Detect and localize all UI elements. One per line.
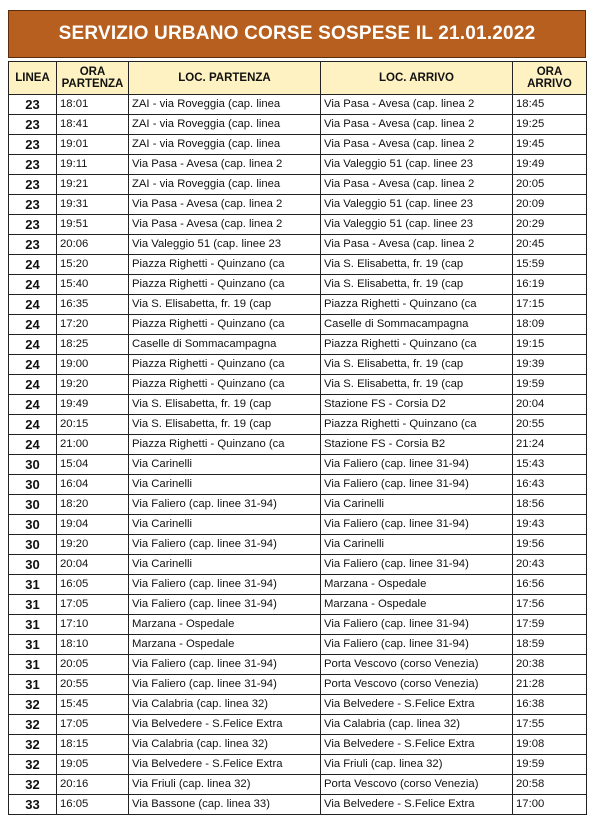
cell-ora-partenza: 20:04: [57, 555, 129, 575]
cell-linea: 32: [9, 755, 57, 775]
header-ora-partenza-line1: ORA: [79, 66, 106, 78]
cell-ora-arrivo: 18:45: [513, 95, 587, 115]
header-linea: LINEA: [9, 62, 57, 95]
table-row: [9, 275, 587, 295]
table-row: [9, 135, 587, 155]
cell-linea: 32: [9, 695, 57, 715]
cell-loc-arrivo: Via Faliero (cap. linee 31-94): [321, 455, 513, 475]
cell-ora-partenza: 17:20: [57, 315, 129, 335]
cell-linea: 23: [9, 235, 57, 255]
table-row: [9, 695, 587, 715]
cell-loc-arrivo: Via Pasa - Avesa (cap. linea 2: [321, 95, 513, 115]
table-row: [9, 335, 587, 355]
cell-loc-partenza: Via Bassone (cap. linea 33): [129, 795, 321, 815]
cell-loc-partenza: Via Faliero (cap. linee 31-94): [129, 595, 321, 615]
cell-ora-arrivo: 19:59: [513, 375, 587, 395]
page-title: SERVIZIO URBANO CORSE SOSPESE IL 21.01.2022: [8, 10, 586, 58]
header-ora-arrivo-line1: ORA: [536, 66, 563, 78]
cell-loc-partenza: ZAI - via Roveggia (cap. linea: [129, 115, 321, 135]
cell-linea: 31: [9, 675, 57, 695]
cell-loc-partenza: Via Carinelli: [129, 475, 321, 495]
table-row: [9, 115, 587, 135]
cell-ora-arrivo: 21:28: [513, 675, 587, 695]
cell-ora-arrivo: 16:43: [513, 475, 587, 495]
cell-ora-partenza: 19:31: [57, 195, 129, 215]
cell-loc-partenza: Via Friuli (cap. linea 32): [129, 775, 321, 795]
cell-linea: 30: [9, 515, 57, 535]
cell-ora-arrivo: 19:08: [513, 735, 587, 755]
cell-ora-partenza: 16:35: [57, 295, 129, 315]
table-row: [9, 235, 587, 255]
cell-linea: 31: [9, 635, 57, 655]
cell-loc-arrivo: Marzana - Ospedale: [321, 595, 513, 615]
cell-ora-arrivo: 16:19: [513, 275, 587, 295]
cell-ora-partenza: 19:00: [57, 355, 129, 375]
table-row: [9, 535, 587, 555]
header-loc-arrivo: LOC. ARRIVO: [321, 62, 513, 95]
schedule-document: [8, 10, 586, 815]
table-row: [9, 215, 587, 235]
cell-ora-arrivo: 17:56: [513, 595, 587, 615]
table-row: [9, 615, 587, 635]
cell-loc-arrivo: Via Faliero (cap. linee 31-94): [321, 475, 513, 495]
cell-loc-partenza: Via Faliero (cap. linee 31-94): [129, 655, 321, 675]
cell-linea: 30: [9, 475, 57, 495]
cell-ora-partenza: 16:05: [57, 795, 129, 815]
cell-loc-arrivo: Caselle di Sommacampagna: [321, 315, 513, 335]
cell-ora-partenza: 18:41: [57, 115, 129, 135]
cell-ora-partenza: 18:25: [57, 335, 129, 355]
cell-loc-arrivo: Via Faliero (cap. linee 31-94): [321, 515, 513, 535]
cell-ora-arrivo: 19:25: [513, 115, 587, 135]
cell-linea: 23: [9, 195, 57, 215]
cell-ora-arrivo: 15:59: [513, 255, 587, 275]
cell-loc-partenza: Via Belvedere - S.Felice Extra: [129, 715, 321, 735]
cell-ora-partenza: 16:05: [57, 575, 129, 595]
table-row: [9, 595, 587, 615]
cell-loc-partenza: Via S. Elisabetta, fr. 19 (cap: [129, 415, 321, 435]
cell-loc-arrivo: Via Carinelli: [321, 495, 513, 515]
cell-loc-arrivo: Piazza Righetti - Quinzano (ca: [321, 335, 513, 355]
table-row: [9, 635, 587, 655]
cell-ora-partenza: 19:21: [57, 175, 129, 195]
cell-linea: 24: [9, 415, 57, 435]
cell-ora-partenza: 20:06: [57, 235, 129, 255]
table-row: [9, 735, 587, 755]
cell-linea: 31: [9, 575, 57, 595]
table-row: [9, 755, 587, 775]
cell-ora-arrivo: 21:24: [513, 435, 587, 455]
cell-ora-partenza: 19:20: [57, 375, 129, 395]
cell-ora-partenza: 18:01: [57, 95, 129, 115]
cell-loc-arrivo: Porta Vescovo (corso Venezia): [321, 775, 513, 795]
cell-linea: 23: [9, 155, 57, 175]
table-row: [9, 655, 587, 675]
cell-loc-partenza: ZAI - via Roveggia (cap. linea: [129, 95, 321, 115]
cell-ora-arrivo: 16:38: [513, 695, 587, 715]
table-row: [9, 315, 587, 335]
cell-ora-partenza: 21:00: [57, 435, 129, 455]
table-row: [9, 775, 587, 795]
cell-loc-partenza: Via Carinelli: [129, 555, 321, 575]
cell-linea: 24: [9, 335, 57, 355]
cell-ora-arrivo: 19:59: [513, 755, 587, 775]
table-row: [9, 295, 587, 315]
table-row: [9, 455, 587, 475]
cell-loc-partenza: Via Valeggio 51 (cap. linee 23: [129, 235, 321, 255]
cell-ora-partenza: 20:55: [57, 675, 129, 695]
cell-loc-partenza: Via Carinelli: [129, 515, 321, 535]
cell-loc-partenza: Via Belvedere - S.Felice Extra: [129, 755, 321, 775]
cell-ora-arrivo: 19:49: [513, 155, 587, 175]
cell-loc-partenza: Marzana - Ospedale: [129, 615, 321, 635]
cell-ora-arrivo: 20:09: [513, 195, 587, 215]
cell-loc-partenza: Piazza Righetti - Quinzano (ca: [129, 435, 321, 455]
cell-ora-arrivo: 17:55: [513, 715, 587, 735]
cell-linea: 31: [9, 655, 57, 675]
cell-loc-partenza: Caselle di Sommacampagna: [129, 335, 321, 355]
cell-linea: 24: [9, 315, 57, 335]
cell-ora-arrivo: 17:59: [513, 615, 587, 635]
cell-linea: 32: [9, 715, 57, 735]
cell-ora-partenza: 17:05: [57, 595, 129, 615]
table-row: [9, 515, 587, 535]
table-row: [9, 415, 587, 435]
table-row: [9, 375, 587, 395]
cell-linea: 31: [9, 595, 57, 615]
cell-loc-arrivo: Via Pasa - Avesa (cap. linea 2: [321, 175, 513, 195]
cell-loc-arrivo: Via Faliero (cap. linee 31-94): [321, 555, 513, 575]
table-row: [9, 395, 587, 415]
table-row: [9, 95, 587, 115]
cell-loc-arrivo: Via S. Elisabetta, fr. 19 (cap: [321, 355, 513, 375]
cell-loc-arrivo: Via Friuli (cap. linea 32): [321, 755, 513, 775]
cell-loc-arrivo: Via Belvedere - S.Felice Extra: [321, 735, 513, 755]
cell-linea: 23: [9, 215, 57, 235]
cell-ora-partenza: 20:05: [57, 655, 129, 675]
cell-loc-arrivo: Via Valeggio 51 (cap. linee 23: [321, 215, 513, 235]
cell-ora-arrivo: 20:04: [513, 395, 587, 415]
cell-ora-arrivo: 20:45: [513, 235, 587, 255]
cell-ora-arrivo: 20:29: [513, 215, 587, 235]
cell-loc-partenza: Piazza Righetti - Quinzano (ca: [129, 355, 321, 375]
cell-linea: 33: [9, 795, 57, 815]
cell-linea: 30: [9, 535, 57, 555]
cell-loc-arrivo: Via Belvedere - S.Felice Extra: [321, 695, 513, 715]
cell-ora-partenza: 18:20: [57, 495, 129, 515]
cell-linea: 23: [9, 135, 57, 155]
cell-loc-partenza: Via Calabria (cap. linea 32): [129, 735, 321, 755]
cell-ora-arrivo: 19:15: [513, 335, 587, 355]
cell-loc-partenza: ZAI - via Roveggia (cap. linea: [129, 175, 321, 195]
cell-ora-arrivo: 17:15: [513, 295, 587, 315]
cell-ora-partenza: 15:20: [57, 255, 129, 275]
cell-ora-arrivo: 18:09: [513, 315, 587, 335]
cell-linea: 24: [9, 435, 57, 455]
cell-loc-arrivo: Porta Vescovo (corso Venezia): [321, 655, 513, 675]
cell-ora-arrivo: 20:55: [513, 415, 587, 435]
cell-loc-partenza: Via S. Elisabetta, fr. 19 (cap: [129, 395, 321, 415]
cell-ora-partenza: 17:05: [57, 715, 129, 735]
cell-linea: 24: [9, 395, 57, 415]
cell-loc-arrivo: Via Faliero (cap. linee 31-94): [321, 635, 513, 655]
cell-linea: 30: [9, 495, 57, 515]
table-row: [9, 675, 587, 695]
table-row: [9, 435, 587, 455]
table-row: [9, 495, 587, 515]
cell-loc-arrivo: Porta Vescovo (corso Venezia): [321, 675, 513, 695]
cell-loc-partenza: Via Calabria (cap. linea 32): [129, 695, 321, 715]
cell-loc-partenza: Via Pasa - Avesa (cap. linea 2: [129, 155, 321, 175]
suspended-runs-table: [8, 61, 587, 815]
table-row: [9, 175, 587, 195]
header-ora-arrivo: [513, 62, 587, 95]
cell-loc-arrivo: Via Valeggio 51 (cap. linee 23: [321, 195, 513, 215]
cell-loc-arrivo: Via Pasa - Avesa (cap. linea 2: [321, 235, 513, 255]
cell-ora-partenza: 18:10: [57, 635, 129, 655]
cell-loc-arrivo: Stazione FS - Corsia D2: [321, 395, 513, 415]
cell-ora-partenza: 17:10: [57, 615, 129, 635]
cell-ora-arrivo: 18:59: [513, 635, 587, 655]
cell-loc-arrivo: Via S. Elisabetta, fr. 19 (cap: [321, 275, 513, 295]
cell-linea: 23: [9, 95, 57, 115]
cell-ora-arrivo: 16:56: [513, 575, 587, 595]
cell-loc-partenza: Via S. Elisabetta, fr. 19 (cap: [129, 295, 321, 315]
cell-linea: 24: [9, 355, 57, 375]
table-row: [9, 575, 587, 595]
cell-loc-partenza: ZAI - via Roveggia (cap. linea: [129, 135, 321, 155]
cell-linea: 24: [9, 255, 57, 275]
cell-loc-partenza: Piazza Righetti - Quinzano (ca: [129, 315, 321, 335]
cell-linea: 23: [9, 175, 57, 195]
cell-loc-arrivo: Stazione FS - Corsia B2: [321, 435, 513, 455]
cell-ora-arrivo: 17:00: [513, 795, 587, 815]
cell-ora-partenza: 18:15: [57, 735, 129, 755]
cell-loc-partenza: Via Pasa - Avesa (cap. linea 2: [129, 195, 321, 215]
header-ora-arrivo-line2: ARRIVO: [527, 78, 572, 90]
cell-linea: 30: [9, 455, 57, 475]
cell-loc-partenza: Via Faliero (cap. linee 31-94): [129, 495, 321, 515]
table-row: [9, 475, 587, 495]
cell-loc-arrivo: Via Pasa - Avesa (cap. linea 2: [321, 135, 513, 155]
cell-linea: 24: [9, 375, 57, 395]
cell-loc-arrivo: Marzana - Ospedale: [321, 575, 513, 595]
cell-ora-partenza: 19:11: [57, 155, 129, 175]
cell-loc-arrivo: Via Carinelli: [321, 535, 513, 555]
cell-ora-arrivo: 20:38: [513, 655, 587, 675]
cell-ora-arrivo: 15:43: [513, 455, 587, 475]
table-row: [9, 255, 587, 275]
cell-linea: 30: [9, 555, 57, 575]
cell-ora-arrivo: 20:43: [513, 555, 587, 575]
table-row: [9, 715, 587, 735]
table-row: [9, 555, 587, 575]
cell-ora-partenza: 16:04: [57, 475, 129, 495]
header-loc-partenza: LOC. PARTENZA: [129, 62, 321, 95]
cell-linea: 24: [9, 295, 57, 315]
cell-linea: 23: [9, 115, 57, 135]
table-row: [9, 795, 587, 815]
table-header-row: [9, 62, 587, 95]
cell-loc-partenza: Via Carinelli: [129, 455, 321, 475]
cell-linea: 31: [9, 615, 57, 635]
cell-ora-arrivo: 19:45: [513, 135, 587, 155]
cell-ora-partenza: 19:49: [57, 395, 129, 415]
cell-ora-partenza: 15:40: [57, 275, 129, 295]
cell-ora-arrivo: 19:39: [513, 355, 587, 375]
cell-ora-partenza: 20:15: [57, 415, 129, 435]
cell-loc-arrivo: Via Faliero (cap. linee 31-94): [321, 615, 513, 635]
cell-loc-arrivo: Via Calabria (cap. linea 32): [321, 715, 513, 735]
cell-ora-arrivo: 20:58: [513, 775, 587, 795]
cell-loc-arrivo: Via Pasa - Avesa (cap. linea 2: [321, 115, 513, 135]
cell-loc-arrivo: Via S. Elisabetta, fr. 19 (cap: [321, 255, 513, 275]
table-row: [9, 155, 587, 175]
cell-loc-partenza: Via Faliero (cap. linee 31-94): [129, 675, 321, 695]
cell-ora-partenza: 15:45: [57, 695, 129, 715]
cell-ora-arrivo: 19:56: [513, 535, 587, 555]
header-ora-partenza: [57, 62, 129, 95]
cell-loc-partenza: Via Faliero (cap. linee 31-94): [129, 575, 321, 595]
cell-loc-partenza: Piazza Righetti - Quinzano (ca: [129, 275, 321, 295]
cell-ora-arrivo: 20:05: [513, 175, 587, 195]
cell-loc-arrivo: Piazza Righetti - Quinzano (ca: [321, 415, 513, 435]
cell-loc-arrivo: Via Belvedere - S.Felice Extra: [321, 795, 513, 815]
cell-ora-partenza: 19:20: [57, 535, 129, 555]
cell-loc-arrivo: Piazza Righetti - Quinzano (ca: [321, 295, 513, 315]
table-row: [9, 195, 587, 215]
cell-ora-partenza: 19:51: [57, 215, 129, 235]
cell-loc-arrivo: Via Valeggio 51 (cap. linee 23: [321, 155, 513, 175]
cell-loc-partenza: Piazza Righetti - Quinzano (ca: [129, 375, 321, 395]
cell-loc-partenza: Marzana - Ospedale: [129, 635, 321, 655]
cell-linea: 32: [9, 775, 57, 795]
cell-loc-partenza: Via Faliero (cap. linee 31-94): [129, 535, 321, 555]
table-row: [9, 355, 587, 375]
cell-loc-partenza: Via Pasa - Avesa (cap. linea 2: [129, 215, 321, 235]
cell-ora-arrivo: 18:56: [513, 495, 587, 515]
cell-ora-arrivo: 19:43: [513, 515, 587, 535]
cell-ora-partenza: 19:05: [57, 755, 129, 775]
cell-linea: 32: [9, 735, 57, 755]
cell-loc-partenza: Piazza Righetti - Quinzano (ca: [129, 255, 321, 275]
cell-ora-partenza: 19:01: [57, 135, 129, 155]
cell-ora-partenza: 15:04: [57, 455, 129, 475]
cell-ora-partenza: 19:04: [57, 515, 129, 535]
header-ora-partenza-line2: PARTENZA: [61, 78, 124, 90]
cell-ora-partenza: 20:16: [57, 775, 129, 795]
cell-loc-arrivo: Via S. Elisabetta, fr. 19 (cap: [321, 375, 513, 395]
cell-linea: 24: [9, 275, 57, 295]
